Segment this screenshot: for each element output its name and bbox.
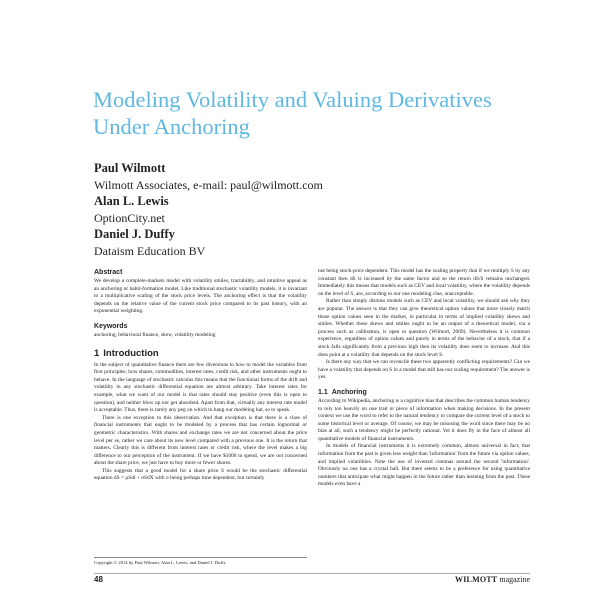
copyright-notice: Copyright © 2014 by Paul Wilmott, Alan L. Lewis, and Daniel J. Duffy <box>94 557 307 566</box>
subsection-title: Anchoring <box>331 388 367 396</box>
author-block <box>94 160 494 259</box>
body-paragraph: This suggests that a good model for a share price S would be the stochastic differential equation dS = μSdt + σSdX with σ being perhaps time dependent, but certainly <box>94 467 307 482</box>
author-name: Alan L. Lewis <box>94 194 169 208</box>
body-paragraph: According to Wikipedia, anchoring is a cognitive bias that describes the common human tendency to rely too heavily on one trait or piece of information when making decisions. In the present context we use the word to refer to the natural tendency to compare the current level of a stock to some historical level or average. Of course, we may be misusing the word since there may be no bias at all, such a tendency might be perfectly rational. Yet it does fly in the face of almost all quantitative models of financial instruments. <box>318 397 530 442</box>
footer-divider <box>94 573 530 574</box>
body-paragraph: not being stock-price dependent. This model has the scaling property that if we multiply S by any constant then dS is increased by the same factor and so the return dS/S remains unchanged. Immediately this means that models such as CEV and local volatility, where the volatility depends on the level of S, are, according to our one modeling clue, unacceptable. <box>318 268 530 297</box>
abstract-heading: Abstract <box>94 269 123 276</box>
body-paragraph: Rather than simply dismiss models such as CEV and local volatility, we should ask why they are popular. The answer is that they can give theoretical option values that more closely match those option values seen in the market, in particular in terms of implied volatility skews and smiles. Whether these skews and smiles ought to be an output of a theoretical model, via a process such as calibration, is open to question (Wilmott, 2009). Nevertheless it is common experience, regardless of option values and purely in terms of the behavior of a stock, that if a stock falls significantly from a previous high then its volatility does seem to increase. And this does point at a volatility that depends on the stock level S. <box>318 298 530 358</box>
magazine-name <box>455 575 530 584</box>
page-number: 48 <box>94 575 103 584</box>
keywords-text: anchoring, behavioral finance, skew, volatility modeling <box>94 331 216 338</box>
author-affiliation: Wilmott Associates, e-mail: paul@wilmott.com <box>94 178 323 192</box>
abstract-text: We develop a complete-markets model with volatility smiles, tractability, and intuitive appeal as an anchoring or habit-formation model. Like traditional stochastic volatility models, it is invariant to a multiplicative scaling of the stock price levels. The anchoring effect is that the volatility depends on the relative value of the current stock price compared to its past history, with an exponential weighting. <box>94 278 307 315</box>
section-heading-introduction <box>94 348 307 360</box>
magazine-name-rest: magazine <box>497 575 530 584</box>
left-column <box>94 268 307 483</box>
body-paragraph: Is there any way that we can reconcile these two apparently conflicting requirements? Can we have a volatility that depends on S in a model that still has our scaling requirement? The answer is yes. <box>318 359 530 381</box>
keywords-heading: Keywords <box>94 322 128 330</box>
paper-title: Modeling Volatility and Valuing Derivatives Under Anchoring <box>93 87 492 139</box>
magazine-name-bold: WILMOTT <box>455 575 498 584</box>
author-name: Daniel J. Duffy <box>94 227 175 241</box>
author-name: Paul Wilmott <box>94 161 166 175</box>
right-column <box>318 268 530 489</box>
subsection-number: 1.1 <box>318 388 328 396</box>
author-affiliation: OptionCity.net <box>94 211 165 225</box>
author-affiliation: Dataism Education BV <box>94 244 206 258</box>
section-number: 1 <box>94 347 100 359</box>
section-title: Introduction <box>103 347 159 359</box>
body-paragraph: In models of financial instruments it is extremely common, almost universal in fact, that information from the past is given less weight than 'information' from the future via option values, and implied volatilities. Note the use of inverted commas around the second 'information'. Obviously no one has a crystal ball. But there seems to be a preference for using quantitative numbers that anticipate what might happen in the future rather than learning from the past. These models even have a <box>318 443 530 488</box>
body-paragraph: In the subject of quantitative finance there are few diversions to how to model the variables from first principles; how shares, commodities, interest rates, credit risk, and other instruments ought to behave. In the language of stochastic calculus this means that the functional forms of the drift and volatility in any stochastic differential equation are almost arbitrary. Take interest rates for example, what we want of our model is that rates should stay positive (even this is open to question), and neither blow up nor get absorbed. Apart from that, virtually any interest rate model is acceptable. Thus, there is rarely any peg on which to hang our modeling hat, so to speak. <box>94 361 307 414</box>
subsection-heading-anchoring <box>318 388 530 397</box>
body-paragraph: There is one exception to this observation. And that exception is that there is a class of financial instruments that ought to be modeled by a process that has certain lognormal or geometric characteristics. With shares and exchange rates we are not concerned about the price level per se, rather we care about its new level compared with a previous one. It is the return that matters. Clearly this is different from interest rates or credit risk, where the level makes a big difference to our perception of the instrument. If we have $1000 to spend, we are not concerned about the share price, we just have to buy more or fewer shares. <box>94 414 307 467</box>
